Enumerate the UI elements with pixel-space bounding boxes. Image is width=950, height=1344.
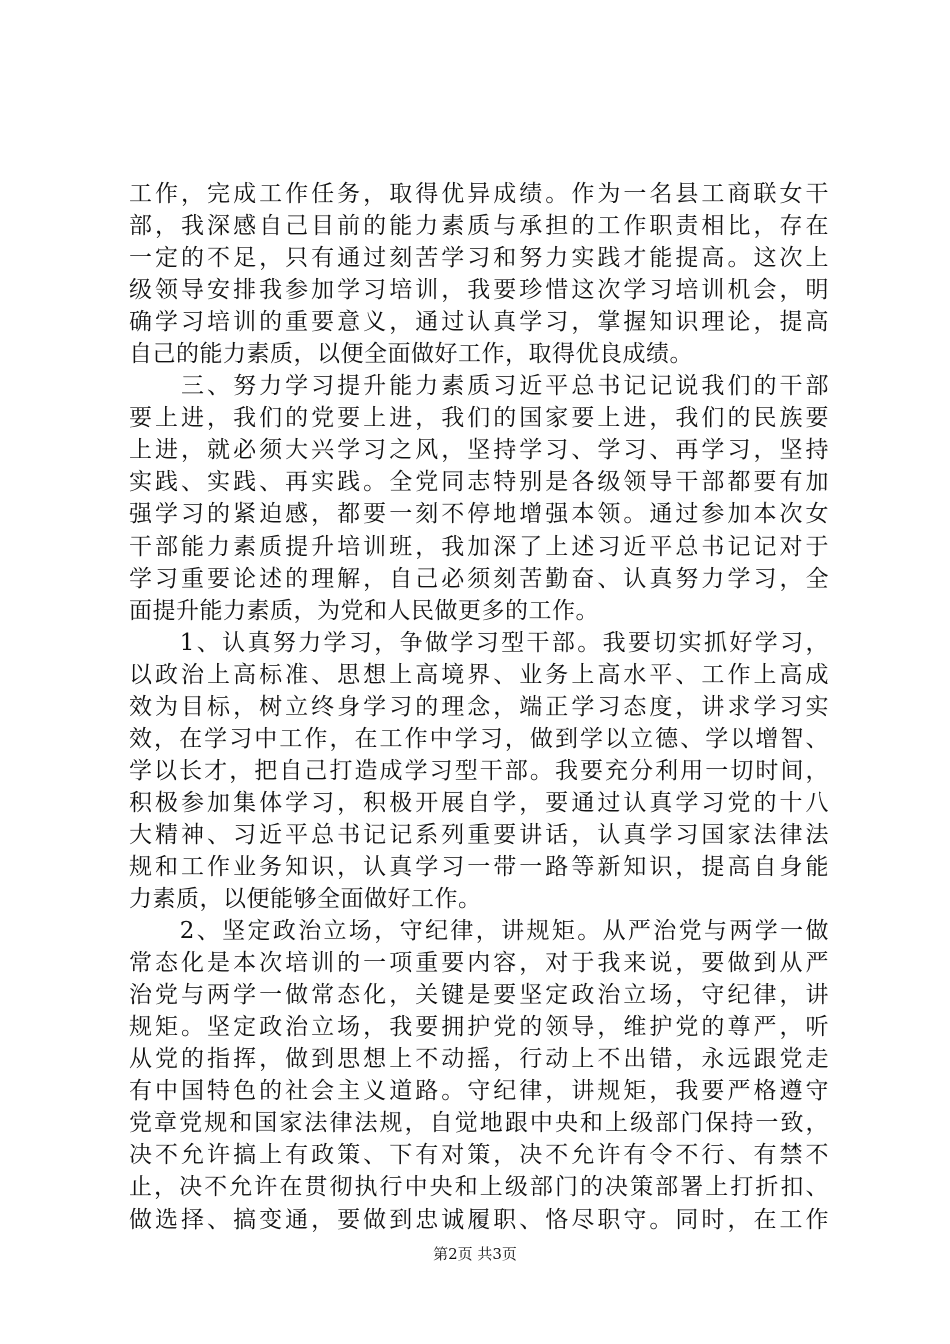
text-line: 大精神、习近平总书记记系列重要讲话，认真学习国家法律法 bbox=[129, 821, 829, 848]
text-line: 以政治上高标准、思想上高境界、业务上高水平、工作上高成 bbox=[129, 661, 829, 688]
text-line: 上进，就必须大兴学习之风，坚持学习、学习、再学习，坚持 bbox=[129, 437, 829, 464]
text-line: 实践、实践、再实践。全党同志特别是各级领导干部都要有加 bbox=[129, 469, 829, 496]
body-text bbox=[129, 178, 829, 1236]
text-line: 级领导安排我参加学习培训，我要珍惜这次学习培训机会，明 bbox=[129, 277, 829, 304]
text-line: 党章党规和国家法律法规，自觉地跟中央和上级部门保持一致， bbox=[129, 1110, 829, 1137]
text-line: 决不允许搞上有政策、下有对策，决不允许有令不行、有禁不 bbox=[129, 1142, 829, 1169]
text-line: 常态化是本次培训的一项重要内容，对于我来说，要做到从严 bbox=[129, 950, 829, 977]
text-line: 规矩。坚定政治立场，我要拥护党的领导，维护党的尊严，听 bbox=[129, 1014, 829, 1041]
text-line: 要上进，我们的党要上进，我们的国家要上进，我们的民族要 bbox=[129, 405, 829, 432]
text-line: 从党的指挥，做到思想上不动摇，行动上不出错，永远跟党走 bbox=[129, 1046, 829, 1073]
text-line: 确学习培训的重要意义，通过认真学习，掌握知识理论，提高 bbox=[129, 309, 829, 336]
text-line: 三、努力学习提升能力素质习近平总书记记说我们的干部 bbox=[129, 373, 829, 400]
text-line: 2、坚定政治立场，守纪律，讲规矩。从严治党与两学一做 bbox=[129, 918, 829, 945]
text-line: 强学习的紧迫感，都要一刻不停地增强本领。通过参加本次女 bbox=[129, 501, 829, 528]
text-line: 治党与两学一做常态化，关键是要坚定政治立场，守纪律，讲 bbox=[129, 982, 829, 1009]
text-line: 自己的能力素质，以便全面做好工作，取得优良成绩。 bbox=[129, 341, 693, 368]
page-footer: 第2页 共3页 bbox=[433, 1245, 517, 1263]
text-line: 效为目标，树立终身学习的理念，端正学习态度，讲求学习实 bbox=[129, 693, 829, 720]
text-line: 工作，完成工作任务，取得优异成绩。作为一名县工商联女干 bbox=[129, 181, 829, 207]
text-line: 力素质，以便能够全面做好工作。 bbox=[129, 886, 482, 913]
text-line: 面提升能力素质，为党和人民做更多的工作。 bbox=[129, 597, 599, 624]
text-line: 学习重要论述的理解，自己必须刻苦勤奋、认真努力学习，全 bbox=[129, 565, 829, 592]
text-line: 部，我深感自己目前的能力素质与承担的工作职责相比，存在 bbox=[129, 213, 829, 240]
text-line: 积极参加集体学习，积极开展自学，要通过认真学习党的十八 bbox=[129, 789, 829, 816]
text-line: 一定的不足，只有通过刻苦学习和努力实践才能提高。这次上 bbox=[129, 245, 829, 272]
text-line: 有中国特色的社会主义道路。守纪律，讲规矩，我要严格遵守 bbox=[129, 1078, 829, 1105]
text-line: 止，决不允许在贯彻执行中央和上级部门的决策部署上打折扣、 bbox=[129, 1174, 829, 1201]
text-line: 规和工作业务知识，认真学习一带一路等新知识，提高自身能 bbox=[129, 853, 829, 880]
text-line: 干部能力素质提升培训班，我加深了上述习近平总书记记对于 bbox=[129, 533, 829, 560]
text-line: 学以长才，把自己打造成学习型干部。我要充分利用一切时间， bbox=[129, 757, 829, 784]
text-line: 做选择、搞变通，要做到忠诚履职、恪尽职守。同时，在工作 bbox=[129, 1206, 829, 1233]
text-line: 效，在学习中工作，在工作中学习，做到学以立德、学以增智、 bbox=[129, 725, 829, 752]
text-line: 1、认真努力学习，争做学习型干部。我要切实抓好学习， bbox=[129, 629, 829, 656]
